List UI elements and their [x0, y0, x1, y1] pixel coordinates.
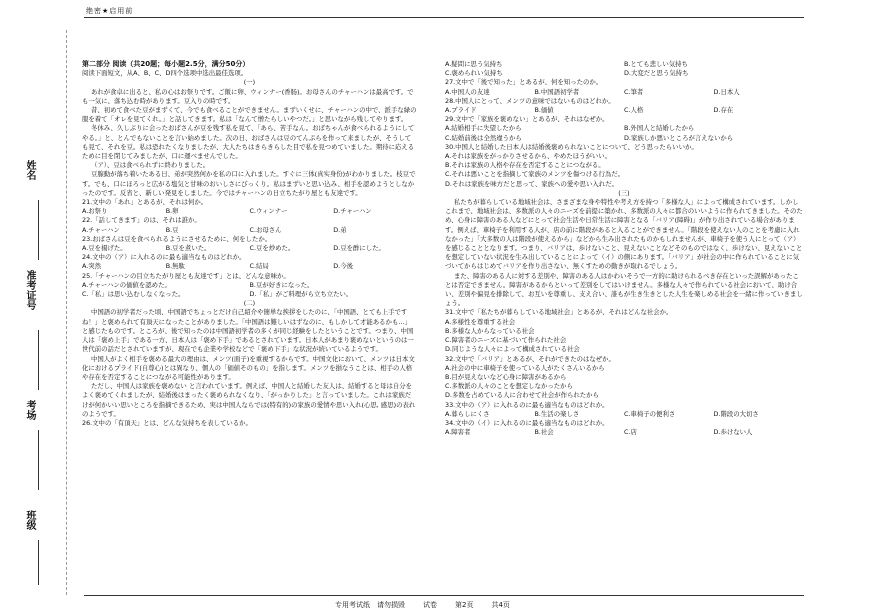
- option[interactable]: B.豆を煮いた。: [165, 244, 211, 253]
- option[interactable]: A.疑問に思う気持ち: [445, 60, 503, 68]
- option[interactable]: B.とても悲しい気持ち: [624, 60, 688, 68]
- answer-options: [445, 60, 803, 69]
- passage-1-label: (一): [243, 78, 256, 87]
- answer-options: [445, 124, 803, 133]
- question-stem: 33.文中の（ア）に入れるのに最も適当なものはどれか。: [445, 400, 609, 409]
- question-stem: 34.文中の（イ）に入れるのに最も適当なものはどれか。: [445, 418, 609, 427]
- option[interactable]: D.日本人: [713, 87, 740, 96]
- option[interactable]: A.暮らしにくさ: [445, 409, 490, 418]
- option[interactable]: D.大変だと思う気持ち: [624, 69, 689, 78]
- page-total: 共4页: [491, 601, 510, 609]
- option[interactable]: A.チャーハンの価値を認めた。: [82, 280, 171, 289]
- answer-options: [82, 244, 417, 253]
- passage-3-para: 私たちが暮らしている地域社会は、さまざまな身や特性や考え方を持つ「多様な人」によって構成されています。しかしこれまで、地域社会は、多数派の人々のニーズを前提に築かれ、多数派の人々に都合のいいように作られてきました。そのため、心身に障害のある人などにとって社会生活や日常生活に障害となる「バリア(障碍)」が作り出されている場合があります。例えば、車椅子を利用する人が、店の前に階段があると入ることができません。「階段を使えない人のことを考慮に入れなかった」「大多数の人は階段が使えるから」などから生み出されたものかもしれませんが、車椅子を使う人にとって（ア）を感じることとなります。つまり、バリアは、歩けないこと、見えないことなどそのものではなく、歩けない、見えないことを想定していない状況を生み出していることによって（イ）の側にあります。「バリア」が社会の中に作られていることに気づいてからはじめてバリアを作り出さない、無くすための動きが取れるでしょう。: [445, 198, 803, 271]
- answer-options: [445, 88, 803, 97]
- option[interactable]: C.筆者: [624, 87, 644, 96]
- option[interactable]: B.生活の楽しさ: [534, 409, 580, 418]
- option[interactable]: C.人格: [624, 106, 644, 115]
- passage-2-para: ただし、中国人は家族を褒めない と言われています。例えば、中国人と結婚した友人は、結婚すると母は自分をよく褒めてくれましたが、結婚後はまったく褒められなくなり、「がっかりした」と言っていました。これは家族だけが何かいい思いところを指摘できるため、実は中国人ならでは(特有的)の家族の愛情や思い入れ(心思, 感思)の表れのようです。: [82, 382, 416, 418]
- answer-options: [445, 410, 803, 419]
- footer-note: 专用考试纸 请勿损毁: [335, 601, 405, 609]
- option[interactable]: B.中国語初学者: [534, 87, 580, 96]
- option[interactable]: A.障害者: [445, 428, 471, 437]
- option[interactable]: C.ウィンナー: [249, 207, 288, 216]
- option[interactable]: D.それは家族を味方だと思って、家族への愛や思い入れだ。: [445, 179, 618, 188]
- right-column: [445, 60, 803, 437]
- option[interactable]: B.豆が好きになった。: [249, 280, 314, 289]
- exam-room-blank[interactable]: [38, 430, 39, 490]
- question-stem: 22.「話してきます」のは、それは誰か。: [82, 216, 201, 225]
- left-column: [82, 60, 417, 428]
- option[interactable]: C.店: [624, 428, 637, 437]
- option[interactable]: B.目が見えないなど心身に障害があるから: [445, 372, 567, 381]
- passage-2-para: 中国語の初学者だった頃、中国語でちょっとだけ自己紹介や簡単な挨拶をしたのに、「中国語、とても上手ですね！」と褒められて有頂天になったことがありました。「中国語は難しいはずなのに、もしかして才能あるかも…」と感じたものです。ところが、後で知ったのは中国語初学者の多くが同じ経験をしたということです。つまり、中国人は「褒め上手」である一方、日本人は「褒め下手」であるとされています。日本人があまり褒めないというのは一世代前の話だとされていますが、現在でも企業や学校などで「褒め下手」な状況が続いているようです。: [82, 308, 414, 354]
- option[interactable]: C.豆を炒めた。: [249, 244, 295, 253]
- answer-options: [445, 134, 803, 143]
- page-number: 第2页: [455, 601, 474, 609]
- option[interactable]: D.歩けない人: [713, 428, 753, 437]
- option[interactable]: D.同じような人々によって構成されている社会: [445, 345, 580, 354]
- option[interactable]: A.それは家族をがっかりさせるから、やめたほうがいい。: [445, 152, 612, 161]
- answer-options: [82, 281, 417, 290]
- question-stem: 25.「チャーハンの目立ちたがり屋とも友達です」とは、どんな意味か。: [82, 271, 290, 280]
- option[interactable]: B.社会: [534, 428, 554, 437]
- option[interactable]: D.存在: [713, 106, 734, 115]
- class-label: 班级: [24, 510, 35, 530]
- passage-1-para: 冬休み、久しぶりに会ったおばさんが豆を残す私を見て、「あら、苦手なん。おばちゃんが食べられるようにしてやる。」と、とんでもないことを言い始めました。次の日、おばさんは豆のてんぷらを作って来ましたが、そうしても見て、それを豆。私は恐れたくなりましたが、大人たちはきらきらした目で私を見つめていました。期待に応えるために目を閉じてみましたが、口に運べませんでした。: [82, 124, 415, 161]
- option[interactable]: A.豆を揚げた。: [82, 244, 127, 253]
- exam-number-label: 准考证号: [24, 270, 35, 310]
- option[interactable]: C.それは悪いことを指摘して家族のメンツを傷つける行為だ。: [445, 170, 625, 179]
- name-label: 姓名: [24, 160, 35, 180]
- option[interactable]: B.価値: [534, 106, 554, 115]
- option[interactable]: D.階段の大切さ: [713, 409, 759, 418]
- option[interactable]: B.多様な人からなっている社会: [445, 326, 535, 335]
- exam-number-blank[interactable]: [38, 330, 39, 390]
- option[interactable]: C.結婚前後は全然違うから: [445, 133, 522, 142]
- option[interactable]: A.社会の中に車椅子を使っている人がたくさんいるから: [445, 363, 605, 372]
- option[interactable]: D.弟: [333, 225, 347, 234]
- option[interactable]: C.車椅子の便利さ: [624, 409, 676, 418]
- question-stem: 24.文中の（ア）に入れるのに最も適当なものはどれか。: [82, 253, 246, 262]
- question-stem: 26.文中の「有頂天」とは、どんな気持ちを表しているか。: [82, 418, 252, 427]
- option[interactable]: B.豆: [165, 225, 179, 234]
- option[interactable]: C.お母さん: [249, 225, 282, 234]
- option[interactable]: A.プライド: [445, 106, 477, 115]
- option[interactable]: B.無駄: [165, 262, 185, 271]
- option[interactable]: C.障害者のニーズに基づいて作られた社会: [445, 336, 567, 345]
- option[interactable]: D.家族しか悪いところが言えないから: [624, 133, 734, 142]
- footer-doc-type: 试卷: [423, 601, 437, 609]
- name-blank[interactable]: [38, 200, 39, 260]
- question-stem: 27.文中で「後で知った」とあるが、何を知ったのか。: [445, 78, 603, 87]
- cut-line: [66, 30, 67, 595]
- question-stem: 29.文中で「家族を褒めない」とあるが、それはなぜか。: [445, 115, 609, 124]
- option[interactable]: A.お祭り: [82, 207, 108, 216]
- exam-room-label: 考场: [24, 400, 35, 420]
- binding-margin: [0, 0, 70, 615]
- answer-options: [82, 262, 417, 271]
- question-stem: 30.中国人と結婚した日本人は結婚後褒められないことについて、どう思ったらいいか。: [445, 142, 698, 151]
- option[interactable]: C.褒められい気持ち: [445, 69, 503, 78]
- passage-3-para: また、障害のある人に対する差別や、障害のある人はかわいそうで一方的に助けられるべき存在といった誤解があったことは否定できません。障害があるからといって差別をしてはいけません。多様な人々で作られている社会において、助け合い、差別や偏見を排除して、お互いを尊重し、支え合い、誰もが生き生きとした人生を楽しめる社会を一緒に作っていきましょう。: [445, 271, 803, 308]
- header-rule: [84, 17, 804, 18]
- option[interactable]: A.チャーハン: [82, 225, 120, 234]
- option[interactable]: D.「私」がご料理がら立ち立たい。: [249, 290, 353, 299]
- question-stem: 28.中国人にとって、メンツの意味ではないものはどれか。: [445, 96, 615, 105]
- option[interactable]: C.「私」は思い込むしなくなった。: [82, 290, 185, 299]
- section-title: 第二部分 阅读（共20题；每小题2.5分，满分50分）: [82, 60, 250, 68]
- answer-options: [445, 106, 803, 115]
- instructions: 阅读下面短文，从A、B、C、D四个选项中选出最佳选项。: [82, 69, 248, 78]
- question-stem: 32.文中で「バリア」とあるが、それができたのはなぜか。: [445, 354, 615, 363]
- option[interactable]: A.多様性を尊重する社会: [445, 317, 516, 326]
- answer-options: [82, 226, 417, 235]
- option[interactable]: D.チャーハン: [333, 207, 372, 216]
- passage-3-label: (三): [618, 188, 630, 197]
- option[interactable]: A.結婚相手に失望したから: [445, 124, 522, 133]
- confidential-header: 绝密★启用前: [86, 7, 134, 15]
- option[interactable]: D.多数を占めている人に合わせて社会が作られたから: [445, 391, 599, 400]
- answer-options: [82, 290, 417, 299]
- question-stem: 31.文中で「私たちが暮らしている地域社会」とあるが、それはどんな社会か。: [445, 308, 673, 317]
- passage-1-para: あれが食卓に出ると、私の心はお祭りです。ご飯に卵、ウィンナー(香肠)。お母さんのチャーハンは最高です。でも一気に、落ち込む時があります。豆入りの時です。: [82, 87, 414, 105]
- option[interactable]: A.中国人の友達: [445, 87, 490, 96]
- option[interactable]: A.突然: [82, 262, 102, 271]
- footer-rule: [84, 595, 804, 596]
- passage-1-para: 昔、初めて食べた豆がまずくて、今でも食べることができません。まずいくせに、チャーハンの中で、派手な緑の服を着て「オレを見てくれ。」と話してきます。私は「なんて憎たらしいやつだ。」と思いながら残してやります。: [82, 106, 417, 124]
- question-stem: 21.文中の「あれ」とあるが、それは何か。: [82, 198, 208, 207]
- option[interactable]: D.豆を酢にした。: [333, 244, 385, 253]
- passage-1-para: （ア）、豆は食べられずに終わりました。: [90, 161, 210, 170]
- footer: [335, 600, 510, 610]
- passage-1-para: 豆腺動が落ち着いたある日、弟が突然何かを私の口に入れました。すぐに三体(真实身份)がわかりました。枝豆です。でも、口にほろっと広がる塩気と甘味のおいしさにびっくり。私はまずいと思い込み、相手を認めようとしなかったのです。反省と、新しい発見をしました。今ではチャーハンの日立ちたがり屋とも友達です。: [82, 170, 416, 197]
- passage-2-para: 中国人がよく相手を褒める最大の理由は、メンツ(面子)を重視するからです。中国文化において、メンツは日本文化におけるプライド(自尊心)とは異なり、個人の「価値そのもの」を指します。メンツを損なうことは、相手の人格や存在を否定することにつながる可能性があります。: [82, 354, 415, 381]
- class-blank[interactable]: [38, 540, 39, 585]
- option[interactable]: B.それは家族の人格や存在を否定することにつながる。: [445, 161, 605, 170]
- option[interactable]: C.多数派の人々のことを想定しなかったから: [445, 382, 573, 391]
- passage-2-label: (二): [243, 299, 256, 308]
- answer-options: [445, 428, 803, 437]
- option[interactable]: C.結局: [249, 262, 269, 271]
- question-stem: 23.おばさんは豆を食べられるようにさせるために、何をしたか。: [82, 234, 272, 243]
- option[interactable]: D.今後: [333, 262, 353, 271]
- option[interactable]: B.外国人と結婚したから: [624, 124, 695, 133]
- option[interactable]: B.卵: [165, 207, 179, 216]
